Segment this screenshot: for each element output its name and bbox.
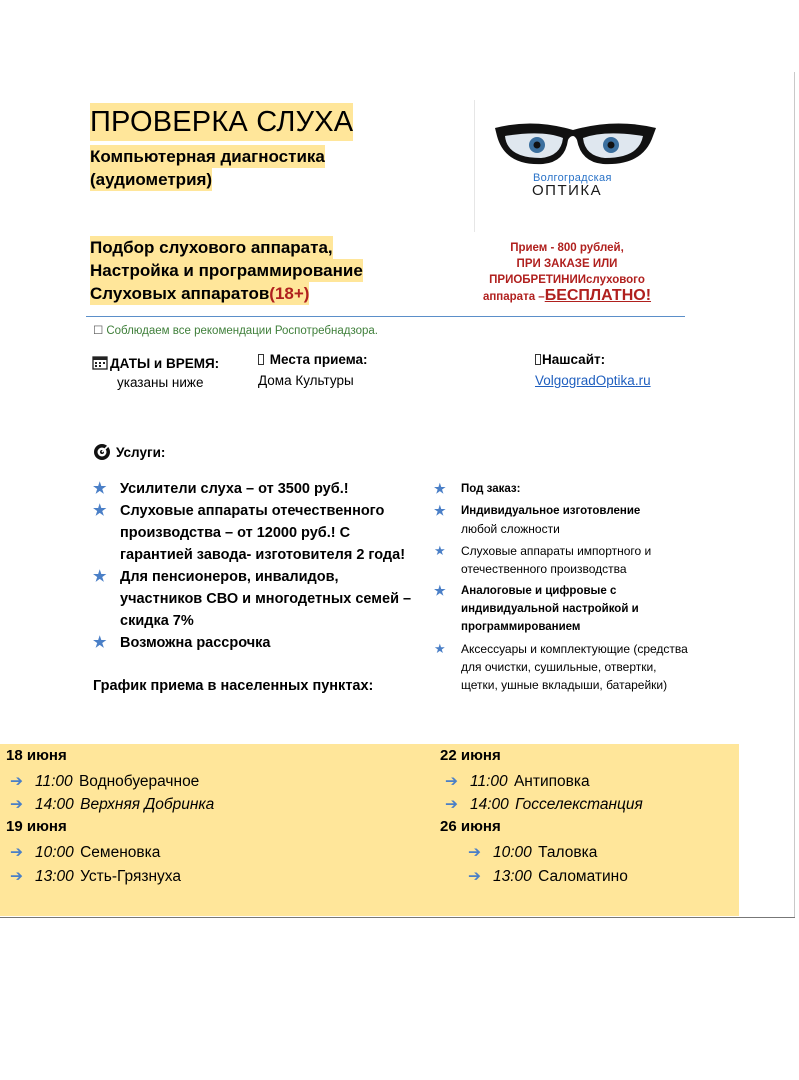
dates-value: указаны ниже <box>117 375 204 390</box>
list-item: ★ Под заказ: <box>434 481 521 496</box>
logo-text-top: Волгоградская <box>533 172 612 184</box>
list-item: ★ Возможна рассрочка <box>93 632 423 654</box>
arrow-icon: ➔ <box>445 796 458 813</box>
service-heading-line-2: Настройка и программирование <box>90 261 363 280</box>
page-bottom-edge <box>0 917 795 918</box>
price-line-3: ПРИОБРЕТИНИИслухового <box>489 274 645 286</box>
price-line-2: ПРИ ЗАКАЗЕ ИЛИ <box>516 258 618 270</box>
service-heading-line-3: Слуховых аппаратов(18+) <box>90 284 310 303</box>
day-heading: 18 июня <box>6 747 67 764</box>
list-item: ★ Усилители слуха – от 3500 руб.! <box>93 478 423 500</box>
notice <box>93 323 378 337</box>
day-heading: 19 июня <box>6 818 67 835</box>
star-icon: ★ <box>434 481 446 496</box>
price-line-1: Прием - 800 рублей, <box>510 242 624 254</box>
schedule-slot: ➔ 14:00 Госселекстанция <box>445 796 643 813</box>
star-icon: ★ <box>93 634 107 651</box>
custom-order-list <box>434 480 694 694</box>
arrow-icon: ➔ <box>468 868 481 885</box>
star-icon: ★ <box>93 568 107 585</box>
divider <box>86 316 685 317</box>
schedule-slot: ➔ 11:00 Антиповка <box>445 773 590 790</box>
subtitle <box>90 145 325 191</box>
site-label: Нашсайт: <box>535 352 605 367</box>
schedule-slot: ➔ 14:00 Верхняя Добринка <box>10 796 215 813</box>
star-icon: ★ <box>434 503 446 518</box>
arrow-icon: ➔ <box>10 844 23 861</box>
schedule-slot: ➔ 10:00 Таловка <box>468 844 598 861</box>
services-title: Услуги: <box>93 443 165 461</box>
page-right-edge <box>794 72 795 918</box>
schedule-slot: ➔ 11:00 Воднобуерачное <box>10 773 200 790</box>
list-item: ★ Слуховые аппараты отечественного производства – от 12000 руб.! С гарантией завода- изготовителя 2 года! <box>93 502 406 563</box>
schedule-slot: ➔ 13:00 Усть-Грязнуха <box>10 868 181 885</box>
free-label: БЕСПЛАТНО! <box>544 287 652 304</box>
globe-icon <box>535 354 541 365</box>
list-item: ★ Слуховые аппараты импортного и отечественного производства <box>434 543 652 576</box>
price-line-4: аппарата –БЕСПЛАТНО! <box>482 287 652 304</box>
arrow-icon: ➔ <box>10 773 23 790</box>
service-heading <box>90 236 363 305</box>
subtitle-line-1: Компьютерная диагностика <box>90 147 325 166</box>
schedule-block <box>0 744 739 916</box>
calendar-icon <box>92 355 108 370</box>
star-icon: ★ <box>93 502 107 519</box>
arrow-icon: ➔ <box>445 773 458 790</box>
arrow-icon: ➔ <box>10 796 23 813</box>
services-icon <box>93 443 111 461</box>
places-value: Дома Культуры <box>258 373 354 388</box>
logo-text-bottom: ОПТИКА <box>532 182 603 199</box>
list-item: ★ Аксессуары и комплектующие (средства для очистки, сушильные, отвертки, щетки, ушные вкладыши, батарейки) <box>434 641 688 692</box>
list-item: ★ Для пенсионеров, инвалидов, участников СВО и многодетных семей – скидка 7% <box>93 568 412 629</box>
page-title: ПРОВЕРКА СЛУХА <box>90 103 353 141</box>
location-icon <box>258 354 264 365</box>
site-link[interactable]: VolgogradOptika.ru <box>535 373 651 388</box>
company-logo <box>474 100 674 232</box>
checkbox-icon: ☐ <box>93 325 104 337</box>
dates-label: ДАТЫ и ВРЕМЯ: <box>92 355 219 371</box>
arrow-icon: ➔ <box>10 868 23 885</box>
list-item: любой сложности <box>461 522 560 536</box>
list-item: ★ Индивидуальное изготовление <box>434 503 641 518</box>
price-note <box>460 240 674 305</box>
schedule-heading: График приема в населенных пунктах: <box>93 678 374 694</box>
subtitle-line-2: (аудиометрия) <box>90 170 213 189</box>
list-item: ★ Аналоговые и цифровые с индивидуальной настройкой и программированием <box>434 583 639 633</box>
arrow-icon: ➔ <box>468 844 481 861</box>
star-icon: ★ <box>434 543 446 558</box>
star-icon: ★ <box>93 480 107 497</box>
day-heading: 22 июня <box>440 747 501 764</box>
services-list <box>93 478 423 654</box>
star-icon: ★ <box>434 641 446 656</box>
age-badge: (18+) <box>269 284 310 303</box>
day-heading: 26 июня <box>440 818 501 835</box>
notice-text: Соблюдаем все рекомендации Роспотребнадзора. <box>106 325 379 337</box>
schedule-slot: ➔ 10:00 Семеновка <box>10 844 161 861</box>
service-heading-line-1: Подбор слухового аппарата, <box>90 238 333 257</box>
glasses-icon <box>493 120 658 172</box>
schedule-slot: ➔ 13:00 Саломатино <box>468 868 628 885</box>
places-label: Места приема: <box>258 352 368 367</box>
star-icon: ★ <box>434 583 446 598</box>
